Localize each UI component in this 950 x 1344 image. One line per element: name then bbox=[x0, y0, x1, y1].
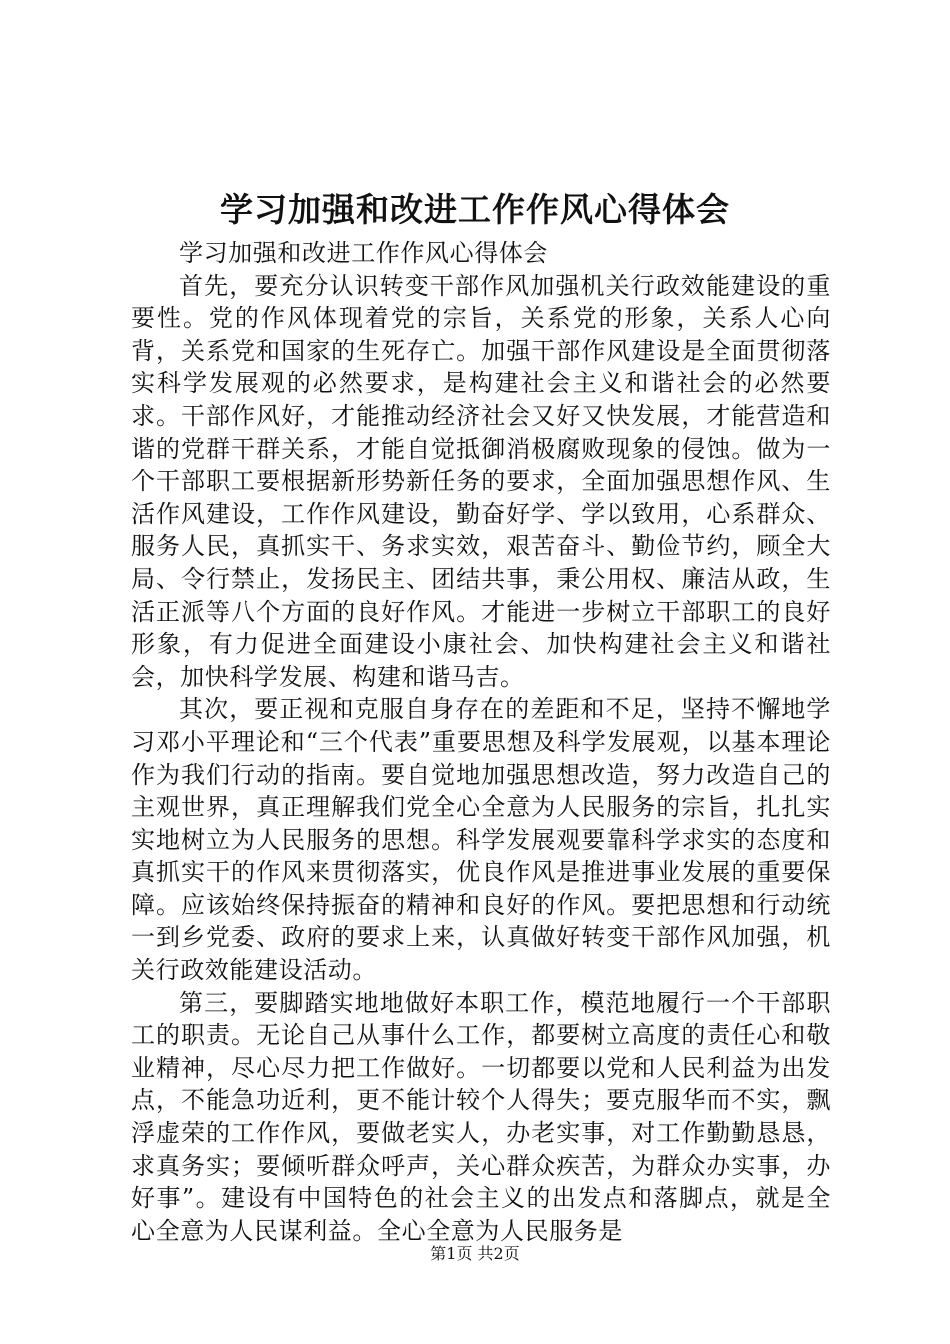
paragraph-third: 第三，要脚踏实地地做好本职工作，模范地履行一个干部职工的职责。无论自己从事什么工作，都要树立高度的责任心和敬业精神，尽心尽力把工作做好。一切都要以党和人民利益为出发点，不能急功近利，更不能计较个人得失；要克服华而不实，飘浮虚荣的工作作风，要做老实人，办老实事，对工作勤勤恳恳，求真务实；要倾听群众呼声，关心群众疾苦，为群众办实事，办好事”。建设有中国特色的社会主义的出发点和落脚点，就是全心全意为人民谋利益。全心全意为人民服务是 bbox=[131, 988, 831, 1245]
document-subtitle: 学习加强和改进工作作风心得体会 bbox=[179, 239, 548, 267]
paragraph-first: 首先，要充分认识转变干部作风加强机关行政效能建设的重要性。党的作风体现着党的宗旨，关系党的形象，关系人心向背，关系党和国家的生死存亡。加强干部作风建设是全面贯彻落实科学发展观的必然要求，是构建社会主义和谐社会的必然要求。干部作风好，才能推动经济社会又好又快发展，才能营造和谐的党群干群关系，才能自觉抵御消极腐败现象的侵蚀。做为一个干部职工要根据新形势新任务的要求，全面加强思想作风、生活作风建设，工作作风建设，勤奋好学、学以致用，心系群众、服务人民，真抓实干、务求实效，艰苦奋斗、勤俭节约，顾全大局、令行禁止，发扬民主、团结共事，秉公用权、廉洁从政，生活正派等八个方面的良好作风。才能进一步树立干部职工的良好形象，有力促进全面建设小康社会、加快构建社会主义和谐社会，加快科学发展、构建和谐马吉。 bbox=[131, 271, 831, 691]
document-title: 学习加强和改进工作作风心得体会 bbox=[220, 190, 730, 229]
paragraph-second: 其次，要正视和克服自身存在的差距和不足，坚持不懈地学习邓小平理论和“三个代表”重要思想及科学发展观，以基本理论作为我们行动的指南。要自觉地加强思想改造，努力改造自己的主观世界，真正理解我们党全心全意为人民服务的宗旨，扎扎实实地树立为人民服务的思想。科学发展观要靠科学求实的态度和真抓实干的作风来贯彻落实，优良作风是推进事业发展的重要保障。应该始终保持振奋的精神和良好的作风。要把思想和行动统一到乡党委、政府的要求上来，认真做好转变干部作风加强，机关行政效能建设活动。 bbox=[131, 695, 831, 985]
document-body bbox=[131, 237, 831, 1247]
page-footer: 第1页 共2页 bbox=[430, 1244, 520, 1263]
